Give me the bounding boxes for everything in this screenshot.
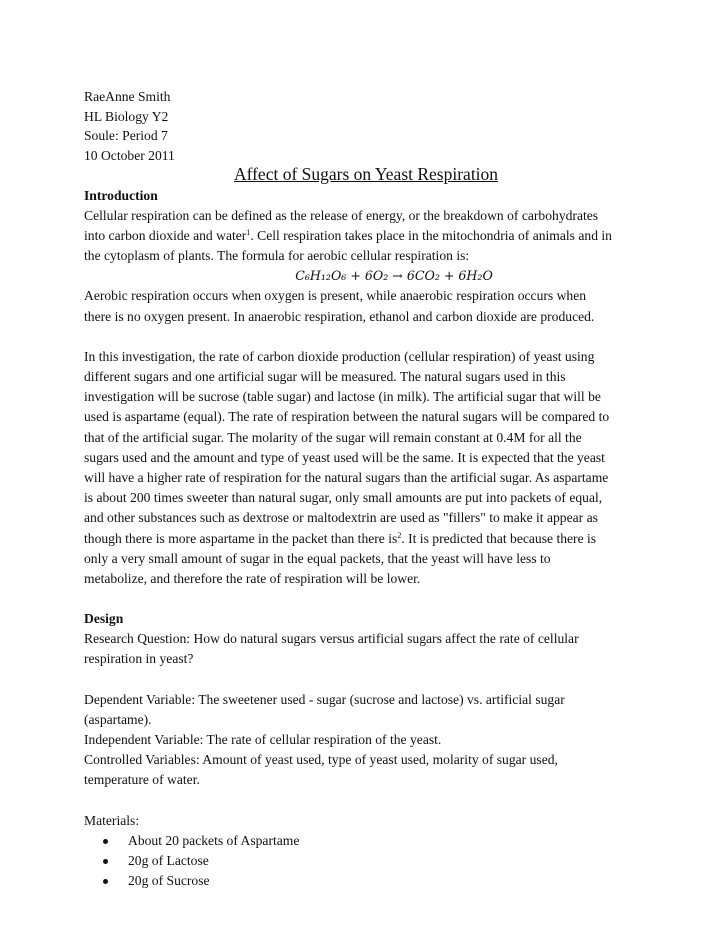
- intro-paragraph-2: [84, 286, 664, 326]
- text-line: In this investigation, the rate of carbon dioxide production (cellular respiration) of yeast using: [84, 348, 595, 364]
- text-run: into carbon dioxide and water: [84, 227, 247, 243]
- text-line: investigation will be sucrose (table sugar) and lactose (in milk). The artificial sugar that will be: [84, 389, 601, 405]
- class-period: Soule: Period 7: [84, 128, 168, 144]
- bullet-icon: [103, 879, 108, 884]
- text-run: . Cell respiration takes place in the mitochondria of animals and in: [250, 227, 612, 243]
- text-run: . It is predicted that because there is: [401, 530, 597, 546]
- research-question: [84, 629, 664, 669]
- materials-label: Materials:: [84, 812, 140, 828]
- text-line: (aspartame).: [84, 711, 152, 727]
- document-title: [0, 163, 728, 185]
- list-item: [84, 851, 664, 871]
- text-line: [84, 529, 664, 549]
- text-line: sugars used and the amount and type of yeast used will be the same. It is expected that the yeast: [84, 449, 605, 465]
- text-line: different sugars and one artificial sugar will be measured. The natural sugars used in this: [84, 369, 566, 385]
- text-line: only a very small amount of sugar in the equal packets, that the yeast will have less to: [84, 550, 551, 566]
- text-line: there is no oxygen present. In anaerobic respiration, ethanol and carbon dioxide are produced.: [84, 308, 595, 324]
- list-item-text: 20g of Sucrose: [128, 873, 210, 889]
- text-line: is about 200 times sweeter than natural sugar, only small amounts are put into packets of equal,: [84, 490, 603, 506]
- course-name: HL Biology Y2: [84, 108, 169, 124]
- paragraph-spacer: [84, 790, 664, 810]
- text-line: the cytoplasm of plants. The formula for aerobic cellular respiration is:: [84, 247, 470, 263]
- list-item: [84, 831, 664, 851]
- text-line: Independent Variable: The rate of cellular respiration of the yeast.: [84, 731, 442, 747]
- intro-paragraph-3: [84, 347, 664, 589]
- text-line: metabolize, and therefore the rate of respiration will be lower.: [84, 570, 421, 586]
- text-line: and other substances such as dextrose or maltodextrin are used as "fillers" to make it appear as: [84, 510, 598, 526]
- document-date: 10 October 2011: [84, 147, 175, 163]
- author-name: RaeAnne Smith: [84, 89, 171, 104]
- text-line: Cellular respiration can be defined as the release of energy, or the breakdown of carbohydrates: [84, 207, 599, 223]
- variables-section: [84, 690, 664, 791]
- respiration-formula: C₆H₁₂O₆ + 6O₂ → 6CO₂ + 6H₂O: [295, 268, 493, 284]
- design-heading: Design: [84, 611, 124, 627]
- list-item-text: About 20 packets of Aspartame: [128, 832, 300, 848]
- bullet-icon: [103, 859, 108, 864]
- list-item: [84, 871, 664, 891]
- document-header: [84, 87, 175, 165]
- paragraph-spacer: [84, 327, 664, 347]
- text-line: temperature of water.: [84, 772, 200, 788]
- text-line: Aerobic respiration occurs when oxygen is present, while anaerobic respiration occurs when: [84, 288, 587, 304]
- text-line: used is aspartame (equal). The rate of respiration between the natural sugars will be compared to: [84, 409, 610, 425]
- text-line: Research Question: How do natural sugars versus artificial sugars affect the rate of cellular: [84, 630, 579, 646]
- text-line: will have a higher rate of respiration for the natural sugars than the artificial sugar. As aspartame: [84, 470, 609, 486]
- text-line: that of the artificial sugar. The molarity of the sugar will remain constant at 0.4M for all the: [84, 429, 582, 445]
- text-line: Controlled Variables: Amount of yeast used, type of yeast used, molarity of sugar used,: [84, 752, 558, 768]
- bullet-icon: [103, 839, 108, 844]
- document-title-text: Affect of Sugars on Yeast Respiration: [233, 164, 499, 184]
- text-line: [84, 226, 664, 246]
- citation-superscript: 2: [397, 530, 402, 540]
- text-run: though there is more aspartame in the packet than there is: [84, 530, 398, 546]
- list-item-text: 20g of Lactose: [128, 853, 209, 868]
- text-line: respiration in yeast?: [84, 651, 194, 667]
- document-body: [84, 186, 664, 891]
- paragraph-spacer: [84, 669, 664, 689]
- paragraph-spacer: [84, 589, 664, 609]
- materials-section: [84, 811, 664, 892]
- introduction-heading: Introduction: [84, 188, 158, 203]
- text-line: Dependent Variable: The sweetener used - sugar (sucrose and lactose) vs. artificial sugar: [84, 691, 565, 707]
- intro-paragraph-1: [84, 206, 664, 267]
- citation-superscript: 1: [246, 227, 251, 237]
